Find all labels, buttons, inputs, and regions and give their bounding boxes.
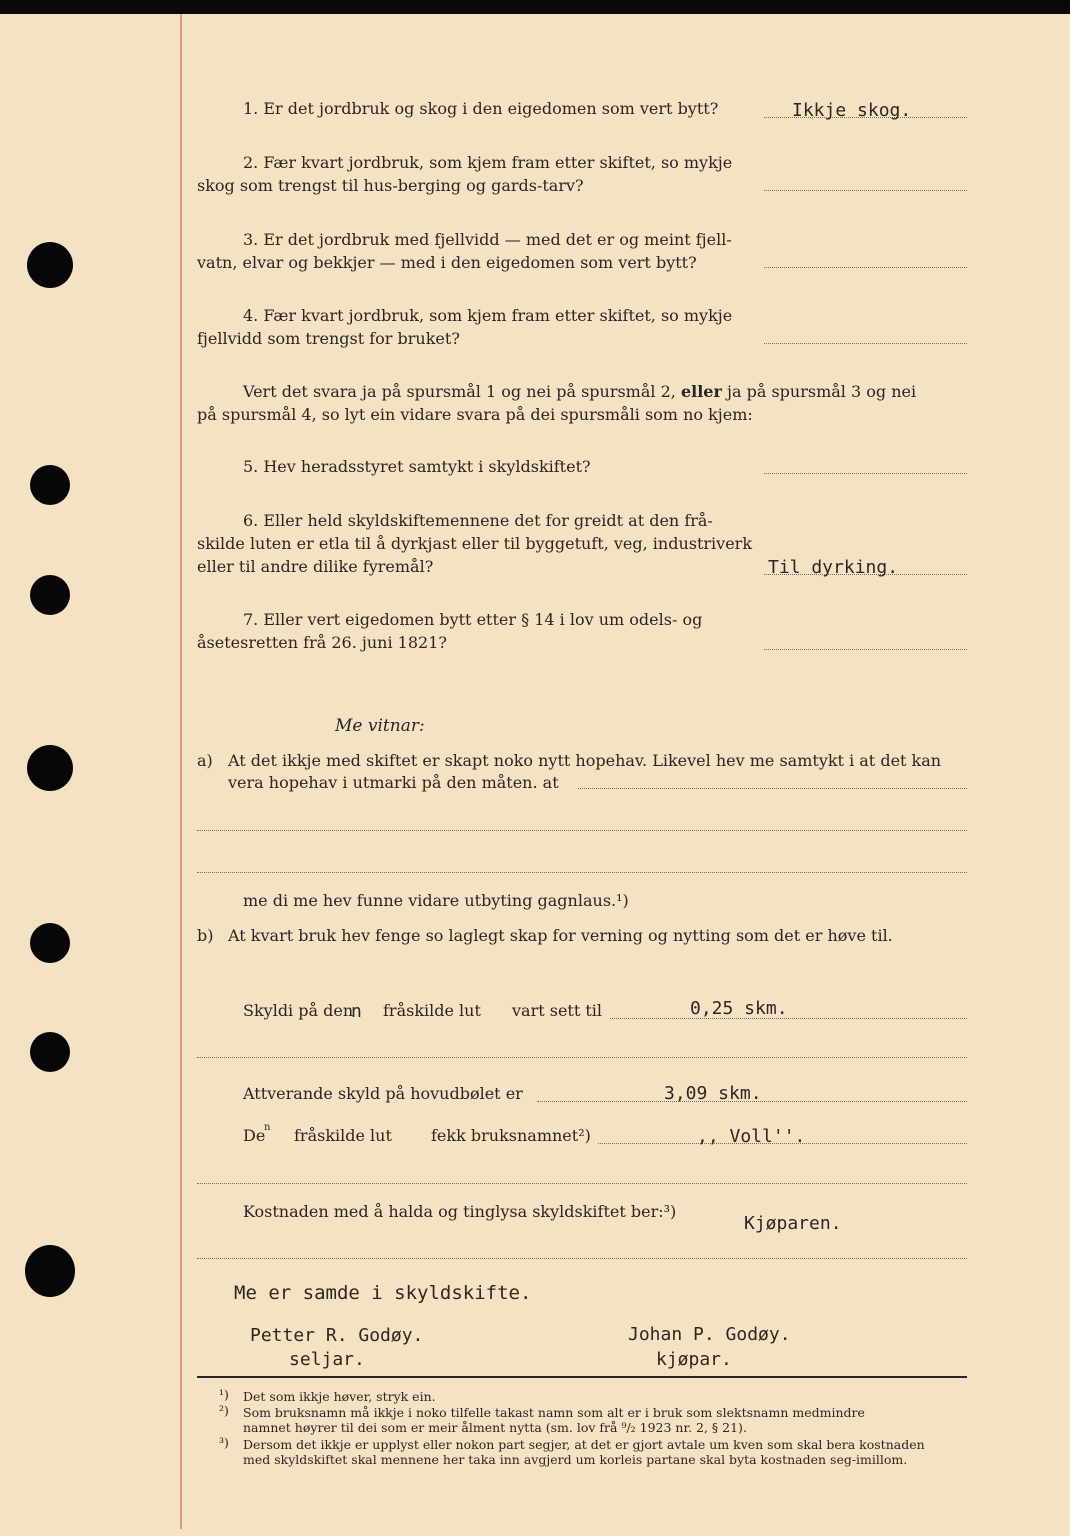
footnote-2-line-2: namnet høyrer til dei som er meir ålment nytta (sm. lov frå ⁹/₂ 1923 nr. 2, § 21). — [243, 1420, 747, 1435]
buyer-role: kjøpar. — [656, 1349, 732, 1370]
skyldi-value-handwritten: 0,25 skm. — [690, 998, 788, 1019]
question-6-line-3: eller til andre dilike fyremål? — [197, 557, 434, 576]
witness-b-marker: b) — [197, 926, 214, 945]
question-3-line-1: 3. Er det jordbruk med fjellvidd — med det er og meint fjell- — [243, 230, 732, 249]
condition-text-b: ja på spursmål 3 og nei — [727, 382, 917, 401]
footnote-2-line-1: Som bruksnamn må ikkje i noko tilfelle takast namn som alt er i bruk som slektsnamn medmindre — [243, 1405, 865, 1420]
value-line — [610, 1018, 967, 1019]
answer-line — [764, 267, 967, 268]
footnote-3-line-1: Dersom det ikkje er upplyst eller nokon part segjer, at det er gjort avtale um kven som skal bera kostnaden — [243, 1437, 925, 1452]
footnote-3-line-2: med skyldskiftet skal mennene her taka inn avgjerd um korleis partane skal byta kostnaden seg-imillom. — [243, 1452, 908, 1467]
answer-line — [764, 649, 967, 650]
fill-line — [578, 788, 967, 789]
skyldi-end: vart sett til — [512, 1001, 603, 1020]
question-6-line-1: 6. Eller held skyldskiftemennene det for greidt at den frå- — [243, 511, 713, 530]
punch-hole — [25, 1245, 75, 1297]
den-superscript-n: n — [264, 1122, 271, 1133]
buyer-name: Johan P. Godøy. — [628, 1324, 791, 1345]
seller-role: seljar. — [289, 1349, 365, 1370]
condition-text-a: Vert det svara ja på spursmål 1 og nei på spursmål 2, — [243, 382, 676, 401]
question-2-line-2: skog som trengst til hus-berging og gards-tarv? — [197, 176, 584, 195]
question-5: 5. Hev heradsstyret samtykt i skyldskiftet? — [243, 457, 591, 476]
punch-hole — [30, 465, 70, 505]
seller-name: Petter R. Godøy. — [250, 1325, 424, 1346]
question-7-line-1: 7. Eller vert eigedomen bytt etter § 14 i lov um odels- og — [243, 610, 703, 629]
witness-a-line-2: vera hopehav i utmarki på den måten. at — [228, 773, 559, 792]
den-label: De — [243, 1126, 266, 1145]
punch-hole — [30, 575, 70, 615]
question-6-line-2: skilde luten er etla til å dyrkjast eller til byggetuft, veg, industriverk — [197, 534, 753, 553]
attverande-label: Attverande skyld på hovudbølet er — [243, 1084, 523, 1103]
question-7-line-2: åsetesretten frå 26. juni 1821? — [197, 633, 447, 652]
attverande-value-handwritten: 3,09 skm. — [664, 1083, 762, 1104]
red-margin-line — [180, 14, 182, 1529]
skyldi-mid: fråskilde lut — [383, 1001, 481, 1020]
fill-line — [197, 1183, 967, 1184]
answer-1-handwritten: Ikkje skog. — [792, 100, 912, 121]
witness-a-end: me di me hev funne vidare utbyting gagnlaus.¹) — [243, 891, 629, 910]
punch-hole — [27, 242, 73, 288]
condition-line-1 — [243, 382, 916, 402]
witness-b-text: At kvart bruk hev fenge so laglegt skap for verning og nytting som det er høve til. — [228, 926, 893, 945]
fill-line — [197, 1258, 967, 1259]
punch-hole — [30, 923, 70, 963]
scan-top-edge — [0, 0, 1070, 14]
fill-line — [197, 872, 967, 873]
skyldi-handwritten-n: n — [351, 1001, 362, 1022]
question-4-line-2: fjellvidd som trengst for bruket? — [197, 329, 460, 348]
question-4-line-1: 4. Fær kvart jordbruk, som kjem fram etter skiftet, so mykje — [243, 306, 733, 325]
den-end: fekk bruksnamnet²) — [431, 1126, 591, 1145]
answer-line — [764, 343, 967, 344]
punch-hole — [30, 1032, 70, 1072]
witness-a-marker: a) — [197, 751, 213, 770]
footnote-1: Det som ikkje høver, stryk ein. — [243, 1389, 436, 1404]
footnote-divider — [197, 1376, 967, 1378]
agreement-typed: Me er samde i skyldskifte. — [234, 1282, 532, 1304]
answer-6-handwritten: Til dyrking. — [768, 557, 899, 578]
kostnad-label: Kostnaden med å halda og tinglysa skyldskiftet ber:³) — [243, 1202, 677, 1221]
skyldi-label: Skyldi på den — [243, 1001, 354, 1020]
question-1: 1. Er det jordbruk og skog i den eigedomen som vert bytt? — [243, 99, 719, 118]
den-mid: fråskilde lut — [294, 1126, 392, 1145]
punch-hole — [27, 745, 73, 791]
condition-line-2: på spursmål 4, so lyt ein vidare svara på dei spursmåli som no kjem: — [197, 405, 753, 424]
answer-line — [764, 190, 967, 191]
question-3-line-2: vatn, elvar og bekkjer — med i den eigedomen som vert bytt? — [197, 253, 697, 272]
footnote-3-number: ³) — [219, 1435, 229, 1450]
fill-line — [197, 1057, 967, 1058]
bruksnamn-value-handwritten: ,, Voll''. — [697, 1126, 806, 1147]
condition-bold-eller: eller — [680, 382, 722, 401]
footnote-1-number: ¹) — [219, 1387, 229, 1402]
fill-line — [197, 830, 967, 831]
answer-line — [764, 473, 967, 474]
witness-heading: Me vitnar: — [335, 716, 425, 736]
question-2-line-1: 2. Fær kvart jordbruk, som kjem fram etter skiftet, so mykje — [243, 153, 733, 172]
kostnad-value-handwritten: Kjøparen. — [744, 1213, 842, 1234]
footnote-2-number: ²) — [219, 1403, 229, 1418]
witness-a-line-1: At det ikkje med skiftet er skapt noko nytt hopehav. Likevel hev me samtykt i at det kan — [228, 751, 942, 770]
